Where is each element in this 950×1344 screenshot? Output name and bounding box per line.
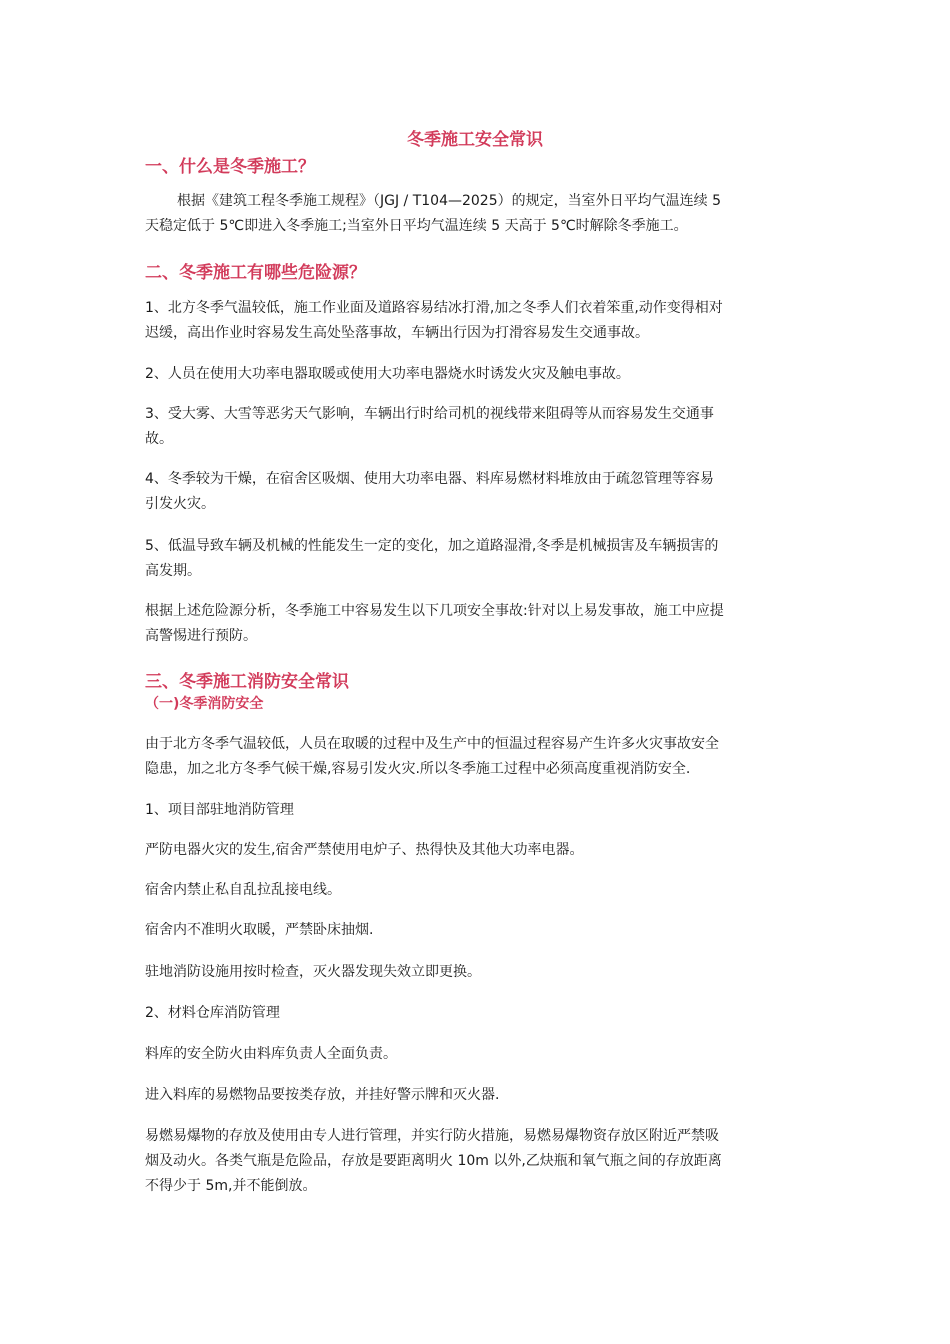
section-1-paragraph (145, 189, 805, 239)
fire-safety-intro (145, 732, 805, 782)
paragraph-line: 严防电器火灾的发生,宿舍严禁使用电炉子、热得快及其他大功率电器。 (145, 842, 584, 858)
paragraph-line: 2、材料仓库消防管理 (145, 1005, 280, 1021)
rule-paragraph (145, 1042, 805, 1067)
paragraph-line: 故。 (145, 431, 173, 447)
paragraph-line: 2、人员在使用大功率电器取暖或使用大功率电器烧水时诱发火灾及触电事故。 (145, 366, 630, 382)
hazard-item-5 (145, 534, 805, 584)
paragraph-line: 宿舍内不准明火取暖，严禁卧床抽烟. (145, 922, 374, 938)
paragraph-line: 高发期。 (145, 563, 201, 579)
section-2-heading: 二、冬季施工有哪些危险源？ (145, 263, 366, 283)
paragraph-line: 料库的安全防火由料库负责人全面负责。 (145, 1046, 397, 1062)
paragraph-line: 宿舍内禁止私自乱拉乱接电线。 (145, 882, 341, 898)
document-title: 冬季施工安全常识 (407, 130, 543, 150)
hazard-item-1 (145, 296, 805, 346)
paragraph-line: 由于北方冬季气温较低，人员在取暖的过程中及生产中的恒温过程容易产生许多火灾事故安全 (145, 736, 719, 752)
item-warehouse-fire-management (145, 1001, 805, 1026)
rule-paragraph (145, 1124, 805, 1199)
paragraph-line: 隐患，加之北方冬季气候干燥,容易引发火灾.所以冬季施工过程中必须高度重视消防安全. (145, 761, 691, 777)
rule-paragraph (145, 918, 805, 943)
paragraph-line: 5、低温导致车辆及机械的性能发生一定的变化，加之道路湿滑,冬季是机械损害及车辆损害的 (145, 538, 719, 554)
rule-paragraph (145, 960, 805, 985)
rule-paragraph (145, 878, 805, 903)
hazard-item-3 (145, 402, 805, 452)
paragraph-line: 易燃易爆物的存放及使用由专人进行管理，并实行防火措施，易燃易爆物资存放区附近严禁吸 (145, 1128, 719, 1144)
paragraph-line: 不得少于 5m,并不能倒放。 (145, 1178, 317, 1194)
paragraph-line: 根据上述危险源分析，冬季施工中容易发生以下几项安全事故:针对以上易发事故，施工中应提 (145, 603, 724, 619)
paragraph-line: 引发火灾。 (145, 496, 215, 512)
rule-paragraph (145, 1083, 805, 1108)
hazard-summary (145, 599, 805, 649)
paragraph-line: 根据《建筑工程冬季施工规程》（JGJ / T104—2025）的规定，当室外日平均气温连续 5 (177, 193, 721, 209)
paragraph-line: 进入料库的易燃物品要按类存放，并挂好警示牌和灭火器. (145, 1087, 500, 1103)
paragraph-line: 天稳定低于 5℃即进入冬季施工;当室外日平均气温连续 5 天高于 5℃时解除冬季施工。 (145, 218, 688, 234)
paragraph-line: 烟及动火。各类气瓶是危险品，存放是要距离明火 10m 以外,乙炔瓶和氧气瓶之间的存放距离 (145, 1153, 722, 1169)
paragraph-line: 驻地消防设施用按时检查，灭火器发现失效立即更换。 (145, 964, 481, 980)
section-3-subheading: （一)冬季消防安全 (145, 696, 264, 712)
hazard-item-2 (145, 362, 805, 387)
item-project-fire-management (145, 798, 805, 823)
paragraph-line: 4、冬季较为干燥，在宿舍区吸烟、使用大功率电器、料库易燃材料堆放由于疏忽管理等容易 (145, 471, 714, 487)
paragraph-line: 1、北方冬季气温较低，施工作业面及道路容易结冰打滑,加之冬季人们衣着笨重,动作变得相对 (145, 300, 723, 316)
paragraph-line: 迟缓，高出作业时容易发生高处坠落事故，车辆出行因为打滑容易发生交通事故。 (145, 325, 649, 341)
section-3-heading: 三、冬季施工消防安全常识 (145, 672, 349, 692)
paragraph-line: 高警惕进行预防。 (145, 628, 257, 644)
rule-paragraph (145, 838, 805, 863)
paragraph-line: 1、项目部驻地消防管理 (145, 802, 294, 818)
paragraph-line: 3、受大雾、大雪等恶劣天气影响，车辆出行时给司机的视线带来阻碍等从而容易发生交通事 (145, 406, 714, 422)
hazard-item-4 (145, 467, 805, 517)
section-1-heading: 一、什么是冬季施工？ (145, 157, 315, 177)
